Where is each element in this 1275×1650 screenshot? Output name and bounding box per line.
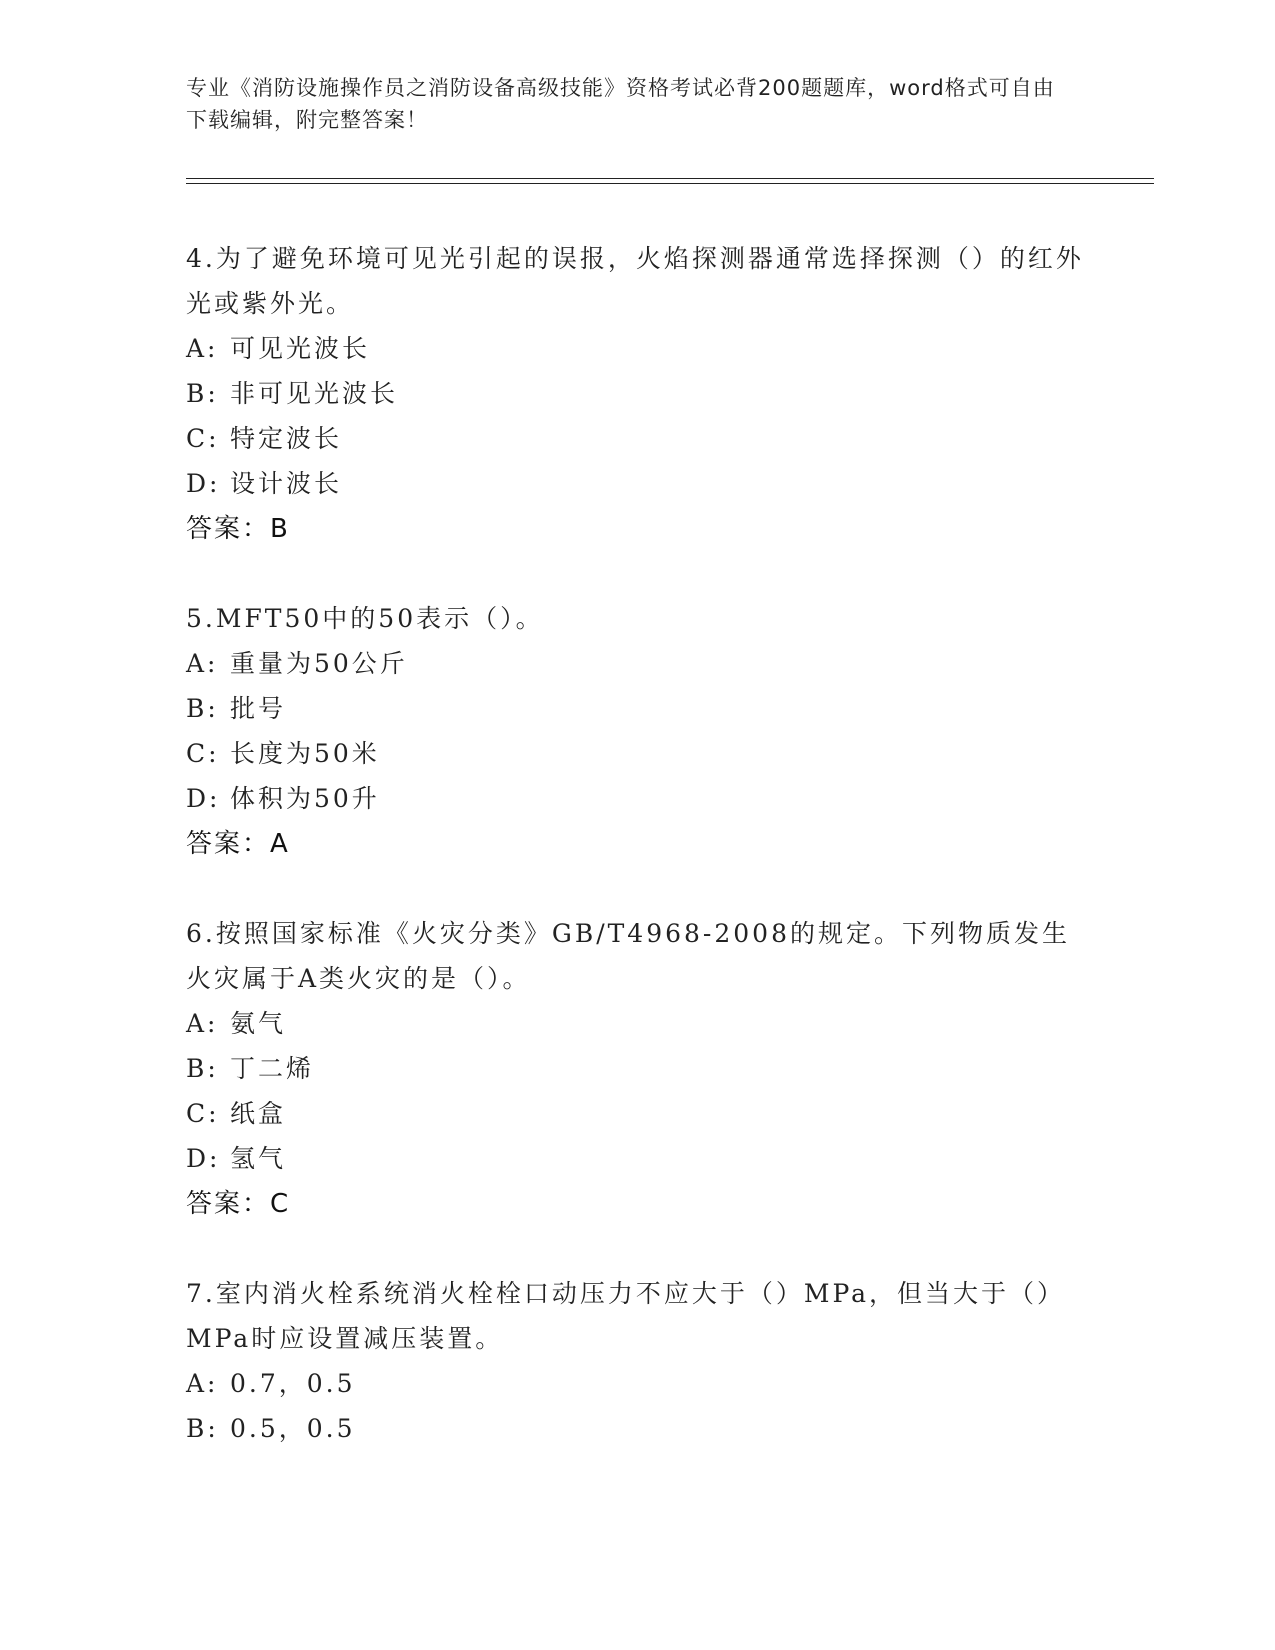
option-b: [186, 371, 1086, 416]
option-letter: D:: [186, 784, 221, 813]
option-text: 特定波长: [230, 424, 343, 453]
option-text: 体积为50升: [230, 784, 380, 813]
option-letter: A:: [186, 649, 219, 678]
option-text: 丁二烯: [230, 1054, 315, 1083]
option-d: [186, 461, 1086, 506]
question-list: [186, 236, 1086, 1495]
option-letter: B:: [186, 694, 219, 723]
document-header: 专业《消防设施操作员之消防设备高级技能》资格考试必背200题题库，word格式可自由下载编辑，附完整答案！: [186, 76, 1055, 132]
answer-line: 答案：A: [186, 829, 290, 859]
answer-line: 答案：C: [186, 1189, 291, 1219]
option-text: 0.7，0.5: [230, 1369, 356, 1398]
option-text: 非可见光波长: [230, 379, 399, 408]
header-divider-top: [186, 178, 1154, 179]
option-letter: C:: [186, 424, 220, 453]
option-c: [186, 416, 1086, 461]
option-c: [186, 1091, 1086, 1136]
option-text: 设计波长: [230, 469, 343, 498]
option-text: 重量为50公斤: [230, 649, 408, 678]
option-text: 批号: [230, 694, 287, 723]
answer-line: 答案：B: [186, 514, 290, 544]
question-stem: 4.为了避免环境可见光引起的误报，火焰探测器通常选择探测（）的红外光或紫外光。: [186, 244, 1084, 318]
option-a: [186, 641, 1086, 686]
option-text: 纸盒: [230, 1099, 287, 1128]
option-a: [186, 1361, 1086, 1406]
option-text: 长度为50米: [230, 739, 380, 768]
header-divider-bottom: [186, 183, 1154, 184]
option-letter: B:: [186, 1054, 219, 1083]
option-b: [186, 686, 1086, 731]
option-text: 氢气: [230, 1144, 287, 1173]
option-letter: B:: [186, 1414, 219, 1443]
question-5: [186, 596, 1086, 867]
question-stem: 7.室内消火栓系统消火栓栓口动压力不应大于（）MPa，但当大于（）MPa时应设置减压装置。: [186, 1279, 1066, 1353]
option-text: 氨气: [230, 1009, 287, 1038]
option-text: 可见光波长: [230, 334, 371, 363]
question-7: [186, 1271, 1086, 1451]
option-letter: C:: [186, 739, 220, 768]
option-a: [186, 326, 1086, 371]
question-4: [186, 236, 1086, 552]
option-b: [186, 1406, 1086, 1451]
option-a: [186, 1001, 1086, 1046]
option-b: [186, 1046, 1086, 1091]
question-stem: 6.按照国家标准《火灾分类》GB/T4968-2008的规定。下列物质发生火灾属于A类火灾的是（）。: [186, 919, 1070, 993]
option-text: 0.5，0.5: [230, 1414, 356, 1443]
option-letter: B:: [186, 379, 219, 408]
option-d: [186, 776, 1086, 821]
option-letter: A:: [186, 1369, 219, 1398]
option-c: [186, 731, 1086, 776]
question-stem: 5.MFT50中的50表示（）。: [186, 604, 544, 633]
question-6: [186, 911, 1086, 1227]
option-letter: C:: [186, 1099, 220, 1128]
option-letter: D:: [186, 469, 221, 498]
option-letter: A:: [186, 334, 219, 363]
option-d: [186, 1136, 1086, 1181]
option-letter: A:: [186, 1009, 219, 1038]
option-letter: D:: [186, 1144, 221, 1173]
